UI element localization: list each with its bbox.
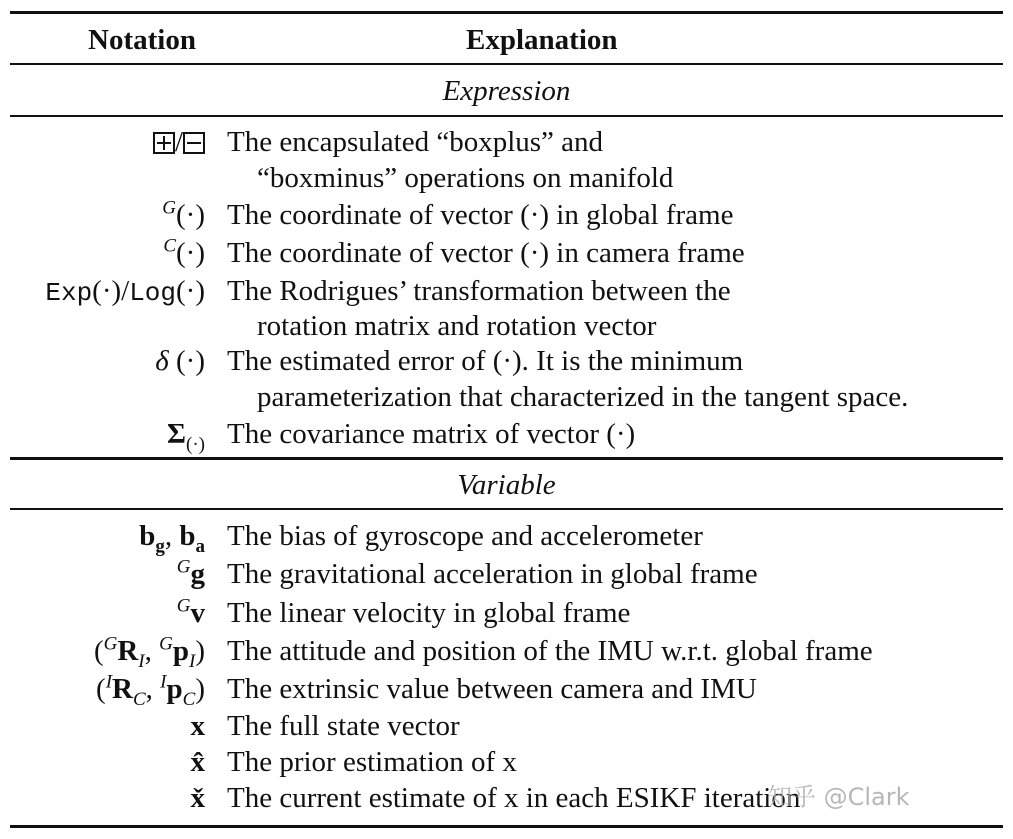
notation-imu-pose: ($^GR_I$, $^Gp_I$) <box>93 633 205 672</box>
notation-boxplus-boxminus: / <box>153 126 205 159</box>
explanation: The bias of gyroscope and accelerometer <box>227 520 703 552</box>
header-rule <box>10 63 1003 65</box>
header-notation: Notation <box>88 24 196 56</box>
notation-delta: δ (·) <box>155 345 205 377</box>
notation-bias: $b_g$, $b_a$ <box>139 520 205 557</box>
header-explanation: Explanation <box>466 24 618 56</box>
explanation-continuation: “boxminus” operations on manifold <box>257 162 674 194</box>
explanation: The estimated error of (·). It is the minimum <box>227 345 744 377</box>
explanation: The attitude and position of the IMU w.r.t. global frame <box>227 635 873 667</box>
notation-sigma: $\Sigma_{(\cdot)}$ <box>167 418 205 455</box>
table-row <box>0 345 1013 413</box>
explanation: The extrinsic value between camera and IMU <box>227 673 757 705</box>
table-row <box>0 710 1013 750</box>
boxminus-icon <box>183 132 205 154</box>
explanation: The encapsulated “boxplus” and <box>227 126 604 158</box>
notation-state: x <box>190 710 205 742</box>
notation-velocity: $^G$v <box>176 595 205 629</box>
top-rule <box>10 11 1003 14</box>
explanation: The Rodrigues’ transformation between the <box>227 275 731 307</box>
table-row <box>0 558 1013 598</box>
notation-extrinsic: ($^IR_C$, $^Ip_C$) <box>96 671 205 710</box>
explanation: The coordinate of vector (·) in camera frame <box>227 237 745 269</box>
table-row <box>0 199 1013 239</box>
notation-camera-coordinate: $^C$(·) <box>163 235 205 269</box>
section-rule-variable <box>10 508 1003 510</box>
table-row <box>0 275 1013 342</box>
section-variable: Variable <box>457 469 556 501</box>
table-row <box>0 673 1013 713</box>
table-row <box>0 418 1013 458</box>
explanation-continuation: rotation matrix and rotation vector <box>257 310 657 342</box>
section-rule <box>10 457 1003 460</box>
notation-global-coordinate: $^G$(·) <box>162 197 205 231</box>
explanation: The full state vector <box>227 710 460 742</box>
boxplus-icon <box>153 132 175 154</box>
table-row <box>0 520 1013 560</box>
table-row <box>0 126 1013 194</box>
explanation: The prior estimation of x <box>227 746 517 778</box>
explanation: The linear velocity in global frame <box>227 597 631 629</box>
table-row <box>0 597 1013 637</box>
notation-exp-log: Exp(·)/Log(·) <box>45 275 205 308</box>
notation-current: x̌ <box>190 782 205 814</box>
explanation: The covariance matrix of vector (·) <box>227 418 636 450</box>
bottom-rule <box>10 825 1003 828</box>
explanation-continuation: parameterization that characterized in the tangent space. <box>257 381 909 413</box>
table-row <box>0 635 1013 675</box>
explanation: The gravitational acceleration in global frame <box>227 558 758 590</box>
notation-prior: x̂ <box>190 746 205 778</box>
section-rule-expression <box>10 115 1003 117</box>
watermark: 知乎 @Clark <box>768 783 910 811</box>
explanation: The current estimate of x in each ESIKF iteration <box>227 782 801 814</box>
section-expression: Expression <box>442 75 571 107</box>
notation-gravity: $^G$g <box>176 556 205 590</box>
table-row <box>0 237 1013 277</box>
explanation: The coordinate of vector (·) in global frame <box>227 199 734 231</box>
